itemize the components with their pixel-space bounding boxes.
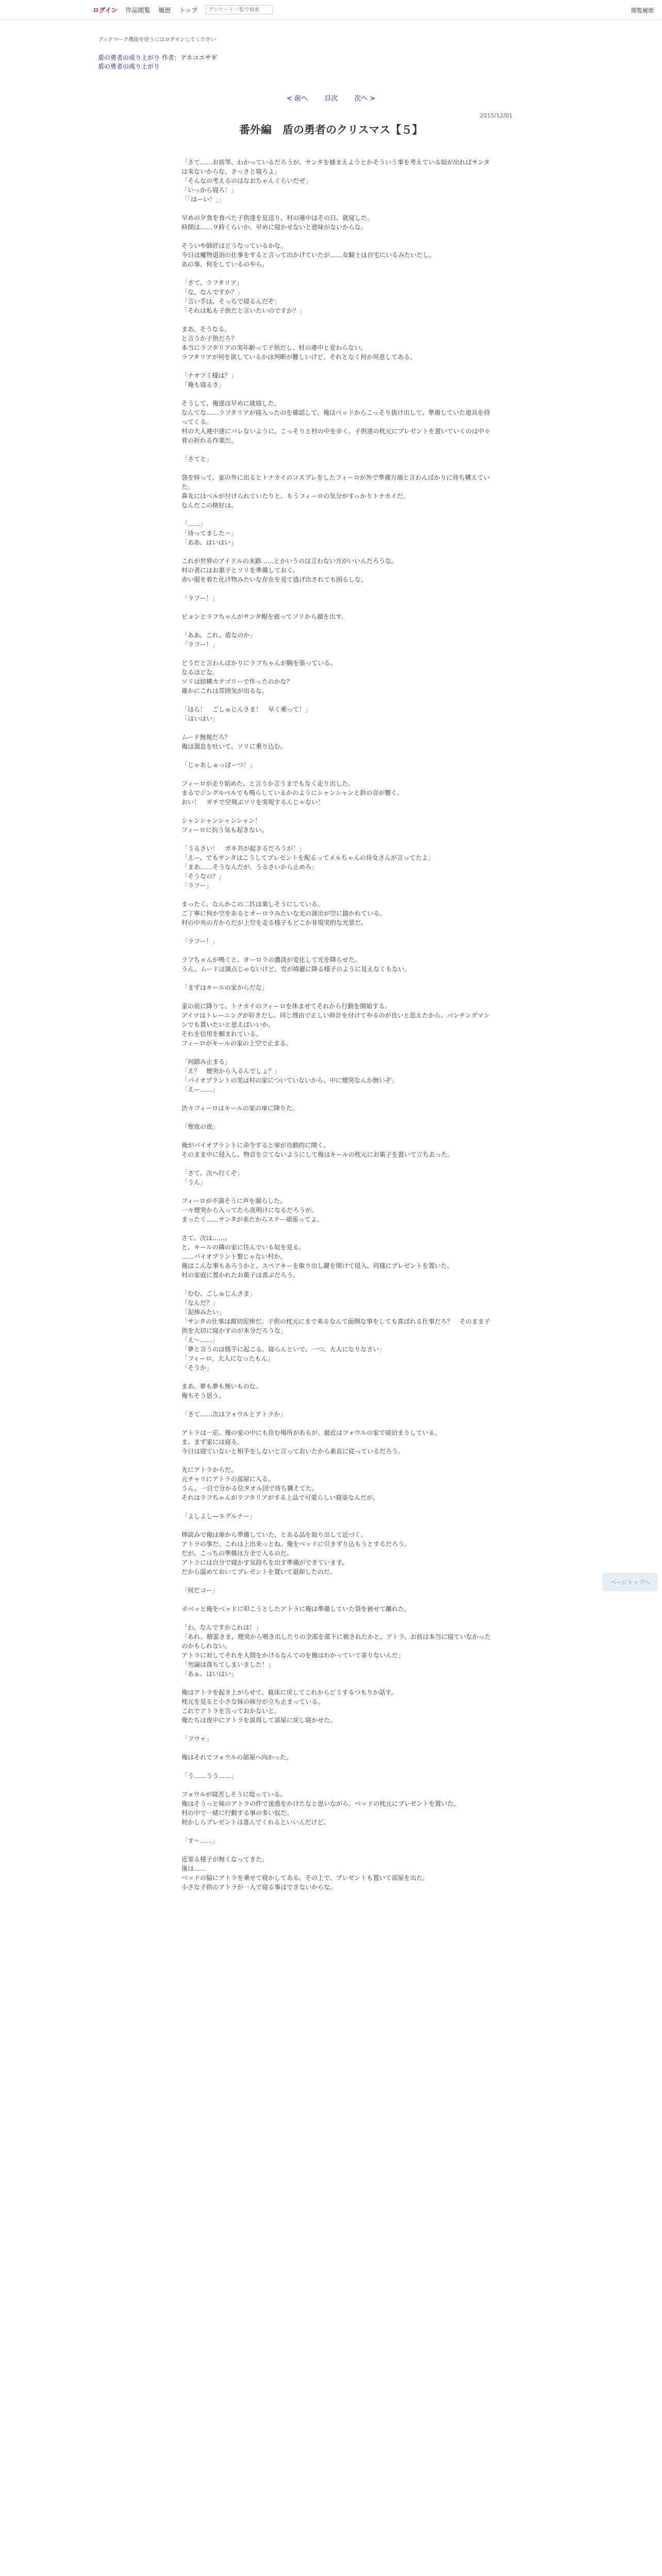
body-paragraph: 「何だコー」 xyxy=(181,1587,219,1594)
body-paragraph: 「さて、次へ行くぞ」 「うん」 xyxy=(181,1170,243,1186)
paragraph-spacer xyxy=(181,1224,491,1233)
body-paragraph: 「さて……お前等、わかっているだろうが、サンタを捕まえようとかそういう事を考えている奴が出ればサンタは来ないからな、さっさと寝ろよ」 「そんなの考えるのはなおちゃんくらいだぜ」 「いっから寝ろ！」 「「はーい！」」 xyxy=(181,159,490,203)
body-paragraph: 俺はそれでフォウルの部屋へ向かった。 xyxy=(181,1754,293,1761)
body-paragraph: どうだと言わんばかりにラフちゃんが胸を張っている。 なるほどな。 ソリは結構カテゴリーで作ったのかな？ 確かにこれは雰囲気が出るな。 xyxy=(181,659,337,694)
body-paragraph: アトラは一応、俺の家の中にも住む場所があるが、最近はフォウルの家で寝泊まりしている。 ま、まず家には寝る。 今日は寝ていないと相手をしないと言っておいたから素直に従っているだろう。 xyxy=(181,1429,441,1455)
body-paragraph: まあ、夢も夢も無いものな。 俺もそう思う。 xyxy=(181,1383,262,1399)
body-paragraph: 早めの夕食を食べた子供達を見送り、村の連中はその日、就寝した。 時間は……９時くらいか、早めに寝かせないと意味がないからな。 xyxy=(181,214,374,231)
body-paragraph: 「じゃあしゅっぱーつ！」 xyxy=(181,761,256,769)
paragraph-spacer xyxy=(181,696,491,705)
paragraph-spacer xyxy=(181,1892,491,1901)
paragraph-spacer xyxy=(181,204,491,213)
paragraph-spacer xyxy=(181,946,491,955)
body-paragraph: フィーロが走り始めた、と言うか言うまでもなく走り出した。 まるでジングルベルでも鳴らしているかのようにシャンシャンと鈴の音が響く。 おい！ ガチで空飛ぶソリを実現するんじゃない！ xyxy=(181,780,403,806)
body-paragraph: 「むむ、ごしゅじんさま」 「なんだ？」 「泥棒みたい」 「サンタの仕事は親切泥棒だ。子供の枕元にまで来るなんて面倒な事をしても喜ばれる仕事だろ？ そのまま子供を大切に寝かすのが本分だろうな」 「え～……」 「夢と言うのは勝手に起こる。寝らんといで、一つ、大人になりなさい」 「フィーロ、大人になったもん」 「そうか」 xyxy=(181,1290,490,1371)
next-chapter-link[interactable]: 次へ > xyxy=(354,95,376,103)
toc-link[interactable]: 目次 xyxy=(324,95,338,103)
chapter-pager-top xyxy=(0,93,662,103)
body-paragraph: 近寄る様子が無くなってきた。 後は…… ベッドの脇にアトラを乗せて寝かしてある。その上で、プレゼントも置いて部屋を出た。 小さな子供のアトラが一人で寝る事はできないからな。 xyxy=(181,1856,429,1891)
paragraph-spacer xyxy=(181,890,491,900)
paragraph-spacer xyxy=(181,1521,491,1530)
paragraph-spacer xyxy=(181,1762,491,1771)
paragraph-spacer xyxy=(181,1280,491,1289)
body-paragraph: 家の前に降りて、トナカイのフィーロを休ませてそれから行動を開始する。 アイツはトレーニングが好きだし、同じ理由で正しい時計を付けてやるのが良いと思えたから、パンチングマシンでも貰いたいと思えばいいか。 それを信用を頼まれている。 フィーロがキールの家の上空で止まる。 xyxy=(181,1003,490,1047)
body-paragraph: 渋々フィーロはキールの家の扉に降りた。 xyxy=(181,1105,299,1112)
paragraph-spacer xyxy=(181,1679,491,1688)
body-paragraph: 俺はアトラを起き上がらせて、寝床に戻してこれからどうするつもりか話す。 枕元を見ると小さな妹の妹分が立ち止まっている。 これでアトラを言っておかないと。 俺たちは夜中にアトラを説得して部屋に戻し寝かせた。 xyxy=(181,1689,398,1724)
body-paragraph: 「フウゥ」 xyxy=(181,1735,212,1742)
paragraph-spacer xyxy=(181,389,491,399)
top-navigation-bar xyxy=(0,0,662,20)
body-paragraph: そうして、俺達は早めに就寝した。 なんてな……ラフタリアが寝入ったのを確認して、俺はベッドからこっそり抜け出して、準備していた道具を持ってくる。 村の大人連中達にバレないように、こっそりと村の中を歩く。子供達の枕元にプレゼントを置いていくのは中々骨の折れる作業だ。 xyxy=(181,400,491,444)
paragraph-spacer xyxy=(181,232,491,241)
nav-item-history[interactable]: 履歴 xyxy=(158,6,171,14)
nav-item-top[interactable]: トップ xyxy=(179,6,198,14)
paragraph-spacer xyxy=(181,603,491,612)
body-paragraph: 「さて……次はフォウルとアトラか」 xyxy=(181,1411,287,1418)
paragraph-spacer xyxy=(181,1827,491,1836)
paragraph-spacer xyxy=(181,1725,491,1734)
body-paragraph: 「す～……」 xyxy=(181,1837,219,1844)
author-link[interactable]: アネコユサギ xyxy=(180,54,218,61)
body-paragraph: さて、次は……。 と、キールの隣の家に住んでいる奴を見る。 ……バイオプラント製じゃない村か。 俺はこんな事もあろうかと、スペアキーを取り出し鍵を開けて侵入、同様にプレゼントを置いた。 村の家庭に置かれたお菓子は喜ぶだろう。 xyxy=(181,1234,454,1279)
body-paragraph: ムード無視だろ？ 俺は溜息を吐いて、ソリに乗り込む。 xyxy=(181,734,287,750)
paragraph-spacer xyxy=(181,1614,491,1623)
paragraph-spacer xyxy=(181,1159,491,1168)
login-link[interactable]: ログイン xyxy=(93,6,118,14)
paragraph-spacer xyxy=(181,1577,491,1586)
paragraph-spacer xyxy=(181,1048,491,1057)
body-paragraph: 「ナオフミ様は？」 「俺も寝るさ」 xyxy=(181,372,237,388)
body-paragraph: 棒読みで俺は扉から準備していた、とある品を取り出して近づく。 アトラの事だ、これは上出来っとね。俺をベッドに引きずり込もうとするだろう。 だが、こっちの準備は万全で入るのだ。 アトラには自分で寝かす気持ちを出す準備ができています。 だから温めておいてプレゼントを置いて退却したのだ。 xyxy=(181,1531,411,1575)
paragraph-spacer xyxy=(181,1113,491,1122)
paragraph-spacer xyxy=(181,269,491,278)
bookmark-note-prefix: ブックマーク機能を使うには xyxy=(98,37,165,43)
body-paragraph: 「何踏み止まる」 「え？ 煙突から入るんでしょ？」 「バイオプラントの実は村の家についていないから、中に煙突なんか無いぞ」 「えー……」 xyxy=(181,1058,398,1093)
post-date: 2015/12/01 xyxy=(479,112,512,119)
body-paragraph: 先にアトラからだ。 元チャリにアトラの部屋に入る。 うん、一目で分かる位タオル団で待ち構えてた。 それはラフちゃんがラフタリアがする上品で可愛らしい寝姿なんだが。 xyxy=(181,1466,379,1501)
body-paragraph: まったく、なんかこの二匹は楽しそうにしている。 ご丁寧に何か空をあるとオーロラみたいな光の演出が空に描かれている。 村の中央の方からだが上空を走る様子もどこか非現実的な光景だ。 xyxy=(181,901,386,926)
body-paragraph: 袋を持って、家の外に出るとトナカイのコスプレをしたフィーロが外で準備万端と言わんばかりに待ち構えていた。 鼻先にはベルが付けられていたりと、もうフィーロの気分がすっかりトナカイだ。 なんだこの格好は。 xyxy=(181,474,490,509)
paragraph-spacer xyxy=(181,835,491,844)
body-paragraph: 俺がバイオプラントに命令すると扉が自動的に開く。 そのまま中に侵入し、物音を立てないようにして俺はキールの枕元にお菓子を置いて立ち去った。 xyxy=(181,1142,454,1158)
paragraph-spacer xyxy=(181,1400,491,1410)
paragraph-spacer xyxy=(181,807,491,816)
body-paragraph: 「ああ、これ、盾なのか」 「ラフー！」 xyxy=(181,632,256,648)
paragraph-spacer xyxy=(181,1372,491,1382)
body-paragraph: これが世界のアイドルの末路……とかいうのは言わない方がいいんだろうな。 村の者にはお菓子とソリを準備しておく。 赤い服を着た化け物みたいな存在を見て逃げ出されても困るしな。 xyxy=(181,557,398,583)
search-input[interactable] xyxy=(206,5,273,14)
paragraph-spacer xyxy=(181,1595,491,1604)
bookmark-login-notice xyxy=(98,35,216,43)
body-paragraph: フィーロが不満そうに声を漏らした。 一々煙突から入ってたら夜明けになるだろうが。 まったく……サンタが来たからステー頑張ってよ。 xyxy=(181,1197,323,1223)
paragraph-spacer xyxy=(181,315,491,325)
body-paragraph: ラフちゃんが鳴くと、オーロラの濃淡が変化して光を降らせた。 うん、ムードは満点じゃないけど、雪が綺麗に降る様子のように見えなくもない。 xyxy=(181,956,411,973)
body-paragraph: 「さて、ラフタリア」 「な、なんですか？」 「言い手は、そっちで寝るんだぞ」 「それは私も子供だと言いたいのですか？」 xyxy=(181,279,306,314)
body-paragraph: 「ラフー！」 xyxy=(181,595,219,602)
paragraph-spacer xyxy=(181,974,491,983)
body-paragraph: 「……」 「待ってました～」 「ああ、はいはい」 xyxy=(181,520,238,546)
paragraph-spacer xyxy=(181,1502,491,1512)
paragraph-spacer xyxy=(181,649,491,658)
chapter-title: 番外編 盾の勇者のクリスマス【５】 xyxy=(239,124,423,136)
chapter-body xyxy=(181,158,491,1901)
paragraph-spacer xyxy=(181,445,491,454)
paragraph-spacer xyxy=(181,547,491,556)
body-paragraph: 「う……うう……」 xyxy=(181,1772,238,1780)
paragraph-spacer xyxy=(181,1094,491,1104)
bookmark-login-link[interactable]: ログイン xyxy=(164,37,185,43)
page-top-button[interactable]: ページトップへ xyxy=(602,1573,658,1591)
paragraph-spacer xyxy=(181,1419,491,1428)
history-link[interactable]: 閲覧履歴 xyxy=(631,7,654,14)
body-paragraph: 「よしよし―ネグルナー」 xyxy=(181,1513,256,1520)
body-paragraph: ボベッと俺をベッドに叩こうとしたアトラに俺は準備していた袋を被せて離れた。 xyxy=(181,1605,411,1613)
body-paragraph: ピョンとラフちゃんがサンタ帽を被ってソリから顔を出す。 xyxy=(181,613,347,620)
body-paragraph: 「ラフー！」 xyxy=(181,938,219,945)
body-paragraph: 「聖夜の夜」 xyxy=(181,1123,219,1130)
series-title-link[interactable]: 盾の勇者の成り上がり xyxy=(98,54,160,61)
paragraph-spacer xyxy=(181,751,491,760)
paragraph-spacer xyxy=(181,927,491,937)
body-paragraph: 「わ、なんですかこれは！」 「あれ、精霊さま、煙突から鳴き出したりの全部を部下に被されたかと、アトラ、お前は本当に寝ていなかったのかもしれない。 アトラに対してそれを人間をかけるなんてのを俺はわかっていて寄りないんだ」 「勿論は落ちてしまいました！」 「あぁ、はいはい」 xyxy=(181,1624,491,1677)
paragraph-spacer xyxy=(181,1743,491,1753)
body-paragraph: 「うるさい！ ガキ共が起きるだろうが！」 「えー、でもサンタはこうしてプレゼントを配るってメルちゃんの侍女さんが言ってたよ」 「まあ……そうなんだが、うるさいから止めろ」 「そうなの？」 「ラフー」 xyxy=(181,845,434,889)
novel-subtitle-link[interactable]: 盾の勇者の成り上がり xyxy=(98,63,160,70)
paragraph-spacer xyxy=(181,362,491,371)
body-paragraph: シャンシャンシャンシャン！ フィーロに抗う気も起きない。 xyxy=(181,817,268,834)
paragraph-spacer xyxy=(181,584,491,594)
novel-header xyxy=(98,54,217,71)
top-links xyxy=(93,5,273,14)
bookmark-note-suffix: してください xyxy=(185,37,216,43)
paragraph-spacer xyxy=(181,770,491,779)
nav-item-browse[interactable]: 作品閲覧 xyxy=(125,6,151,14)
paragraph-spacer xyxy=(181,723,491,733)
body-paragraph: 「さてと」 xyxy=(181,455,213,463)
paragraph-spacer xyxy=(181,464,491,473)
body-paragraph: そういや師匠はどうなっているかな。 今日は魔物退治の仕事をすると言って出かけていたが……女騎士は自宅にいるみたいだし。 あの事、何をしているのやら。 xyxy=(181,242,436,268)
body-paragraph: まあ、そうなる。 と言うか子供だろ？ 本当にラフタリアの実年齢って子供だし、村の連中と変わらない。 ラフタリアが何を欲しているかは判断が難しいけど、それとなく何か用意してある。 xyxy=(181,326,417,361)
paragraph-spacer xyxy=(181,1845,491,1855)
prev-chapter-link[interactable]: < 前へ xyxy=(286,95,308,103)
paragraph-spacer xyxy=(181,621,491,631)
paragraph-spacer xyxy=(181,1187,491,1196)
body-paragraph: フォウルが寝苦しそうに唸っている。 俺はそうっと妹のアトラの件で迷惑をかけたなと思いながら、ベッドの枕元にプレゼントを置いた。 村の中で一緒に行動する事の多い奴だ。 何かしらプレゼントは喜んでくれるといいんだけど。 xyxy=(181,1791,460,1826)
paragraph-spacer xyxy=(181,992,491,1002)
author-label: 作者： xyxy=(161,54,180,61)
paragraph-spacer xyxy=(181,1131,491,1141)
paragraph-spacer xyxy=(181,1781,491,1790)
body-paragraph: 「ほら！ ごしゅじんさま！ 早く乗って！」 「はいはい」 xyxy=(181,706,312,722)
paragraph-spacer xyxy=(181,510,491,519)
paragraph-spacer xyxy=(181,1456,491,1465)
body-paragraph: 「まずはキールの家からだな」 xyxy=(181,984,268,991)
